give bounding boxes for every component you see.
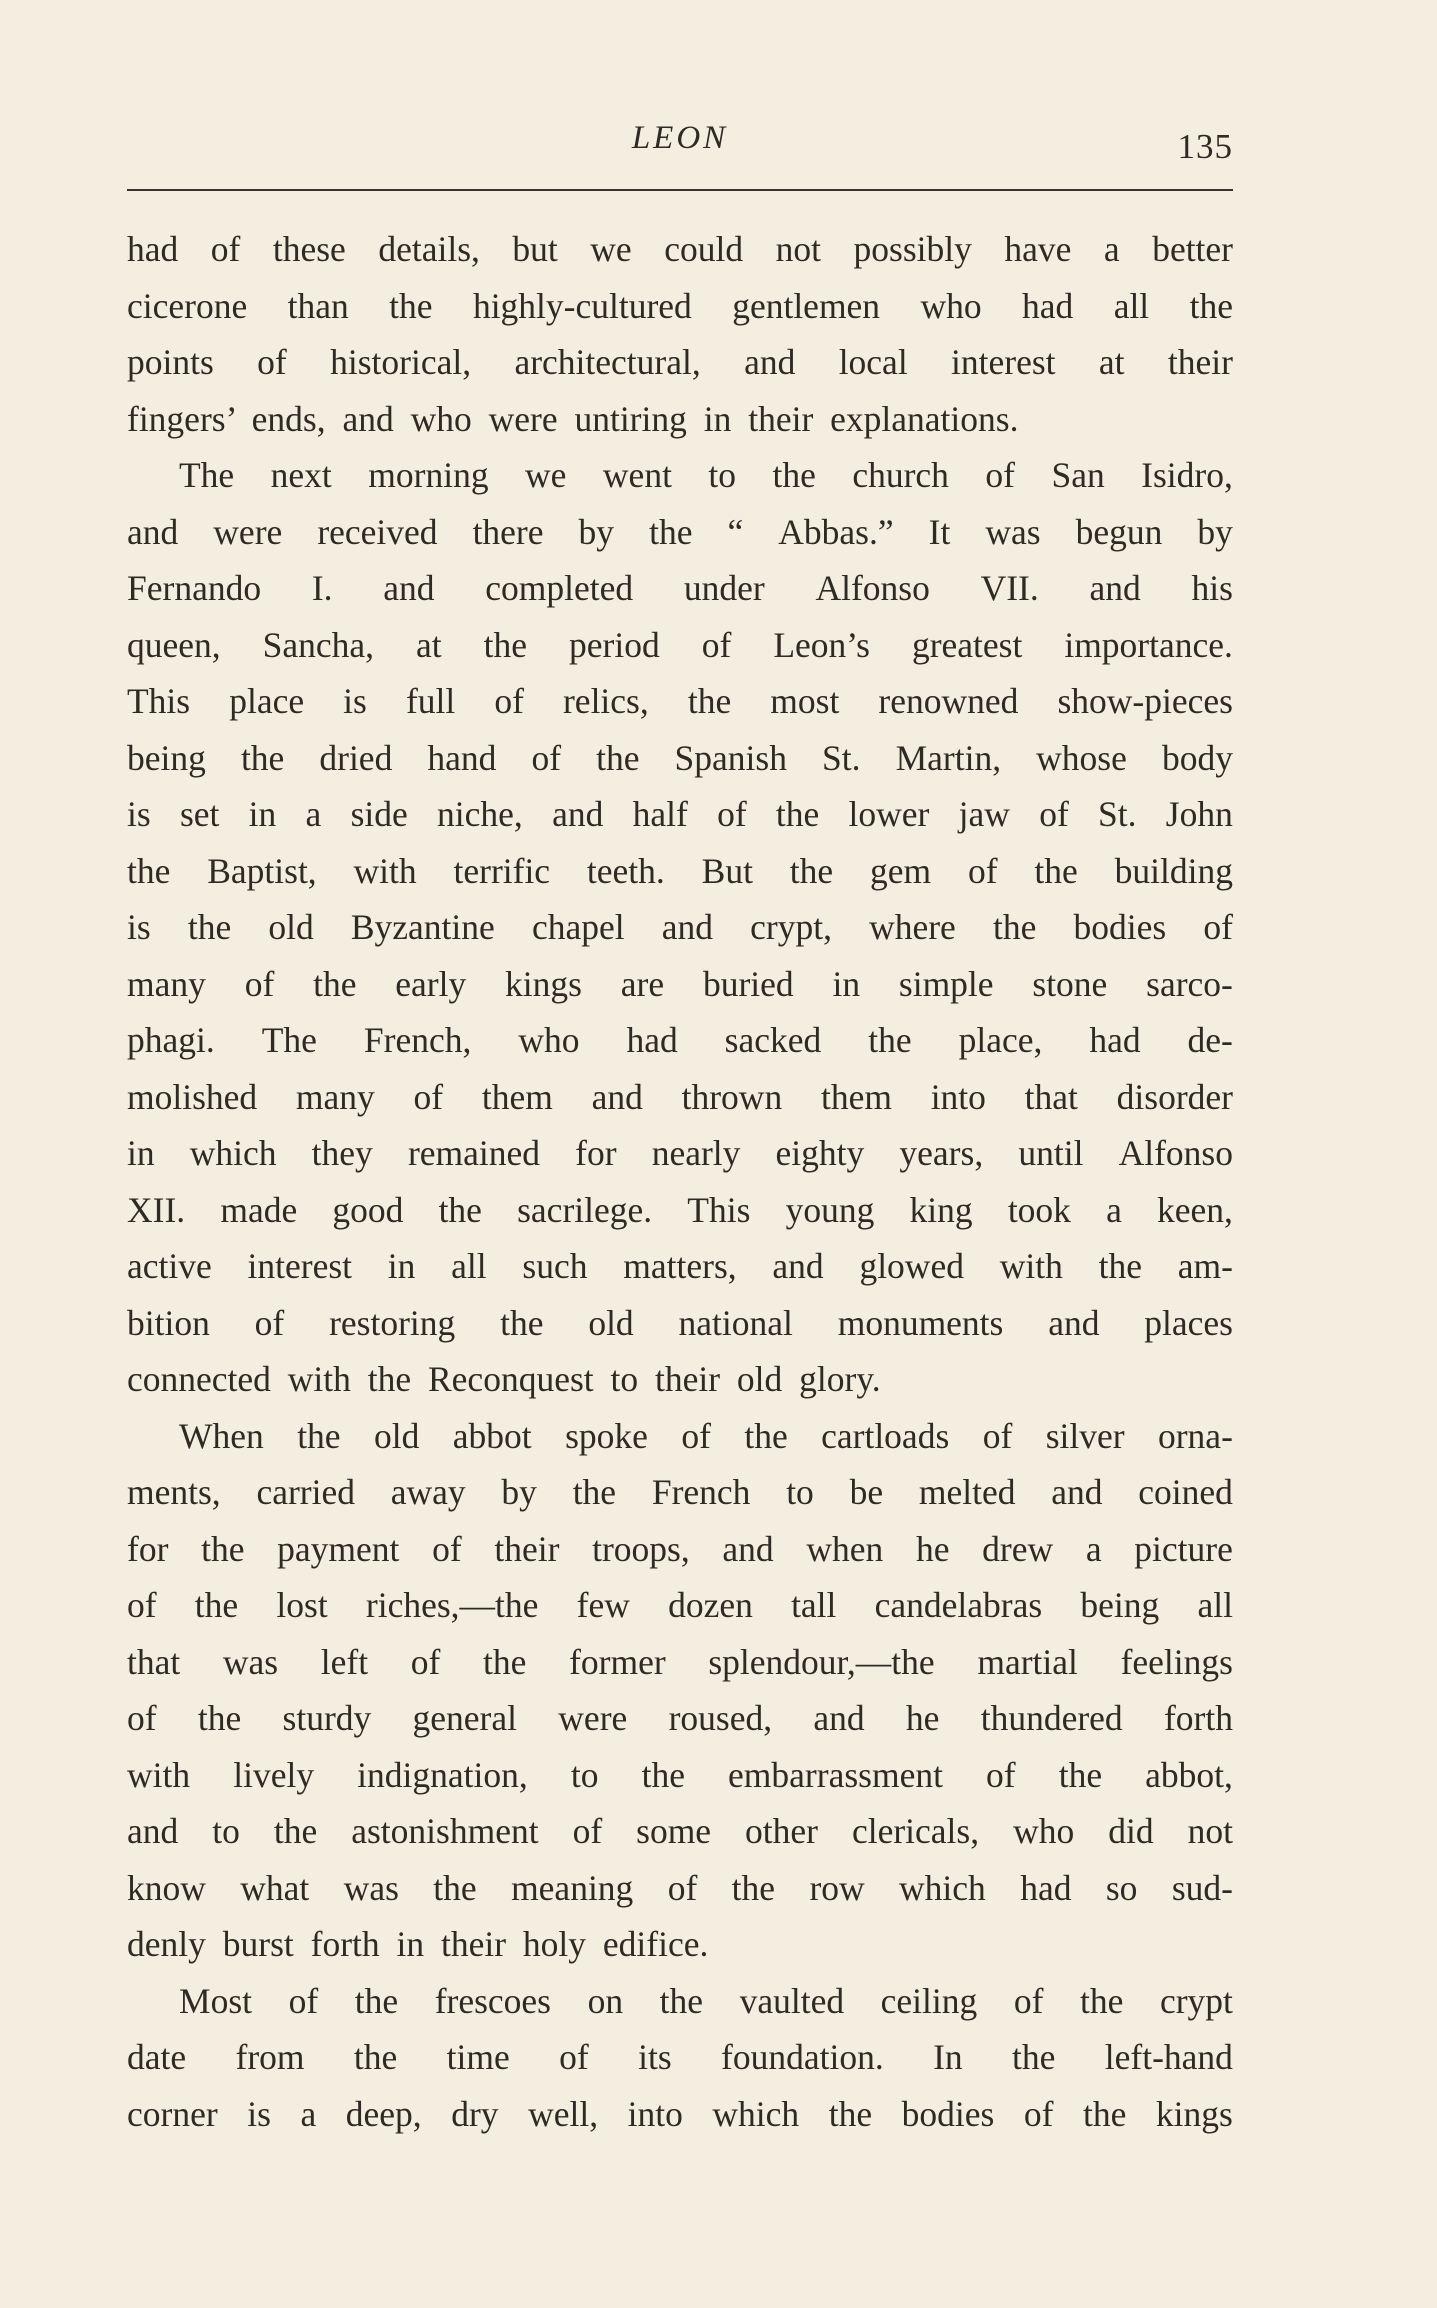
text-line: being the dried hand of the Spanish St. Martin, whose body xyxy=(127,737,1233,778)
text-line: of the lost riches,—the few dozen tall candelabras being all xyxy=(127,1585,1233,1625)
text-line: and were received there by the “ Abbas.” It was begun by xyxy=(127,511,1233,552)
text-line: that was left of the former splendour,—the martial feelings xyxy=(127,1641,1233,1682)
text-line: date from the time of its foundation. In the left-hand xyxy=(127,2037,1233,2077)
text-line: corner is a deep, dry well, into which the bodies of the kings xyxy=(127,2093,1233,2134)
text-line: The next morning we went to the church of San Isidro, xyxy=(179,455,1233,495)
text-line: of the sturdy general were roused, and he thundered forth xyxy=(127,1698,1233,1738)
paragraph xyxy=(127,447,1233,1408)
text-line: Most of the frescoes on the vaulted ceiling of the crypt xyxy=(179,1980,1233,2021)
text-line: When the old abbot spoke of the cartloads of silver orna- xyxy=(179,1415,1233,1456)
text-line: know what was the meaning of the row which had so sud- xyxy=(127,1867,1233,1908)
text-line: Fernando I. and completed under Alfonso VII. and his xyxy=(127,568,1233,608)
text-line: the Baptist, with terrific teeth. But the gem of the building xyxy=(127,850,1233,891)
text-line: for the payment of their troops, and when he drew a picture xyxy=(127,1528,1233,1569)
running-head xyxy=(127,110,1233,170)
text-line: many of the early kings are buried in simple stone sarco- xyxy=(127,963,1233,1004)
text-line: with lively indignation, to the embarrassment of the abbot, xyxy=(127,1754,1233,1795)
text-line: denly burst forth in their holy edifice. xyxy=(127,1924,709,1964)
paragraph xyxy=(127,1408,1233,1973)
text-line: is the old Byzantine chapel and crypt, where the bodies of xyxy=(127,907,1233,947)
text-line: This place is full of relics, the most renowned show-pieces xyxy=(127,681,1233,721)
paragraph xyxy=(127,1973,1233,2143)
text-line: and to the astonishment of some other clericals, who did not xyxy=(127,1811,1233,1851)
text-line: queen, Sancha, at the period of Leon’s greatest importance. xyxy=(127,624,1233,665)
text-line: molished many of them and thrown them into that disorder xyxy=(127,1076,1233,1117)
text-line: had of these details, but we could not possibly have a better xyxy=(127,229,1233,269)
text-line: ments, carried away by the French to be melted and coined xyxy=(127,1472,1233,1512)
text-line: phagi. The French, who had sacked the place, had de- xyxy=(127,1020,1233,1060)
header-rule xyxy=(127,189,1233,191)
text-line: fingers’ ends, and who were untiring in their explanations. xyxy=(127,398,1019,439)
paragraph xyxy=(127,221,1233,447)
body-text xyxy=(127,221,1233,2142)
text-line: active interest in all such matters, and glowed with the am- xyxy=(127,1246,1233,1286)
running-title: LEON xyxy=(631,120,729,156)
text-line: is set in a side niche, and half of the lower jaw of St. John xyxy=(127,794,1233,834)
page-number: 135 xyxy=(1177,127,1233,166)
text-line: connected with the Reconquest to their old glory. xyxy=(127,1359,881,1399)
text-line: cicerone than the highly-cultured gentlemen who had all the xyxy=(127,285,1233,326)
text-line: points of historical, architectural, and local interest at their xyxy=(127,342,1233,382)
text-line: XII. made good the sacrilege. This young king took a keen, xyxy=(127,1189,1233,1230)
text-line: in which they remained for nearly eighty years, until Alfonso xyxy=(127,1133,1233,1173)
text-line: bition of restoring the old national monuments and places xyxy=(127,1302,1233,1343)
